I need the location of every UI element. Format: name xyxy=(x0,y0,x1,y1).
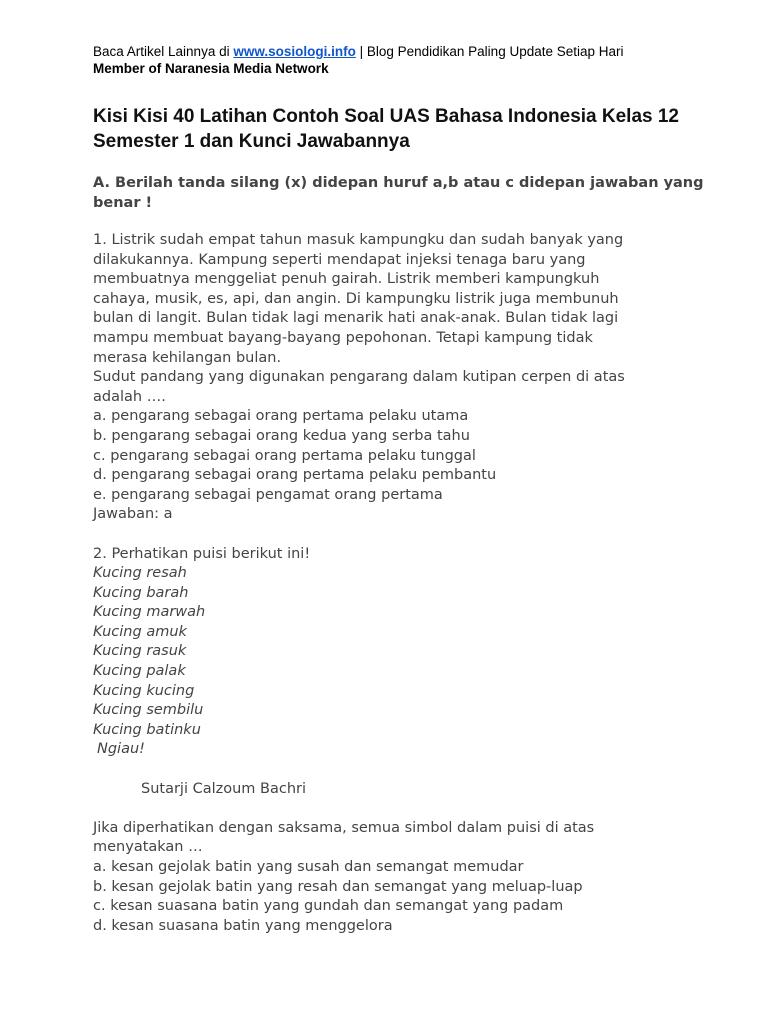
poem-line: Kucing sembilu xyxy=(93,702,204,719)
question-1 xyxy=(93,231,733,525)
site-link[interactable]: www.sosiologi.info xyxy=(233,44,356,59)
option-e: e. pengarang sebagai pengamat orang pertama xyxy=(93,486,443,503)
paragraph-gap xyxy=(93,760,733,780)
question-line: adalah …. xyxy=(93,388,166,405)
option-c: c. pengarang sebagai orang pertama pelaku tunggal xyxy=(93,447,476,464)
instruction: A. Berilah tanda silang (x) didepan huruf a,b atau c didepan jawaban yang benar ! xyxy=(93,175,704,211)
answer-line: Jawaban: a xyxy=(93,506,173,523)
option-a: a. pengarang sebagai orang pertama pelaku utama xyxy=(93,408,469,425)
passage-line: bulan di langit. Bulan tidak lagi menarik hati anak-anak. Bulan tidak lagi xyxy=(93,310,619,327)
page-header xyxy=(93,43,624,77)
question-2 xyxy=(93,545,733,937)
question-line: menyatakan … xyxy=(93,839,203,856)
passage-line: membuatnya menggeliat penuh gairah. Listrik memberi kampungkuh xyxy=(93,271,600,288)
header-line-1 xyxy=(93,43,624,60)
poem-line: Kucing batinku xyxy=(93,721,201,738)
passage-line: cahaya, musik, es, api, dan angin. Di kampungku listrik juga membunuh xyxy=(93,290,619,307)
poem-line: Kucing resah xyxy=(93,565,187,582)
header-suffix: | Blog Pendidikan Paling Update Setiap Hari xyxy=(355,44,624,59)
poem-author: Sutarji Calzoum Bachri xyxy=(141,780,307,797)
article-title: Kisi Kisi 40 Latihan Contoh Soal UAS Bahasa Indonesia Kelas 12 Semester 1 dan Kunci Jawabannya xyxy=(93,106,679,152)
network-label: Member of Naranesia Media Network xyxy=(93,61,329,76)
header-prefix: Baca Artikel Lainnya di xyxy=(93,44,234,59)
poem-line: Kucing amuk xyxy=(93,623,187,640)
question-intro: 2. Perhatikan puisi berikut ini! xyxy=(93,545,311,562)
poem-end-line: Ngiau! xyxy=(97,741,145,758)
paragraph-gap xyxy=(93,799,733,819)
option-a: a. kesan gejolak batin yang susah dan semangat memudar xyxy=(93,859,524,875)
option-b: b. pengarang sebagai orang kedua yang serba tahu xyxy=(93,427,470,444)
option-d: d. pengarang sebagai orang pertama pelaku pembantu xyxy=(93,467,497,484)
question-line: Sudut pandang yang digunakan pengarang dalam kutipan cerpen di atas xyxy=(93,369,625,386)
option-b: b. kesan gejolak batin yang resah dan semangat yang meluap-luap xyxy=(93,878,583,895)
poem-line: Kucing marwah xyxy=(93,604,206,621)
passage-line: mampu membuat bayang-bayang pepohonan. Tetapi kampung tidak xyxy=(93,329,593,346)
article-body xyxy=(93,231,733,936)
passage-line: dilakukannya. Kampung seperti mendapat injeksi tenaga baru yang xyxy=(93,251,586,268)
passage-line: merasa kehilangan bulan. xyxy=(93,349,282,366)
option-c: c. kesan suasana batin yang gundah dan semangat yang padam xyxy=(93,898,564,915)
passage-line: 1. Listrik sudah empat tahun masuk kampungku dan sudah banyak yang xyxy=(93,232,624,248)
poem-line: Kucing rasuk xyxy=(93,643,187,660)
option-d: d. kesan suasana batin yang menggelora xyxy=(93,917,393,934)
poem-line: Kucing kucing xyxy=(93,682,195,699)
poem-line: Kucing palak xyxy=(93,663,186,680)
poem-line: Kucing barah xyxy=(93,584,189,601)
paragraph-gap xyxy=(93,525,733,545)
question-line: Jika diperhatikan dengan saksama, semua simbol dalam puisi di atas xyxy=(93,819,595,836)
